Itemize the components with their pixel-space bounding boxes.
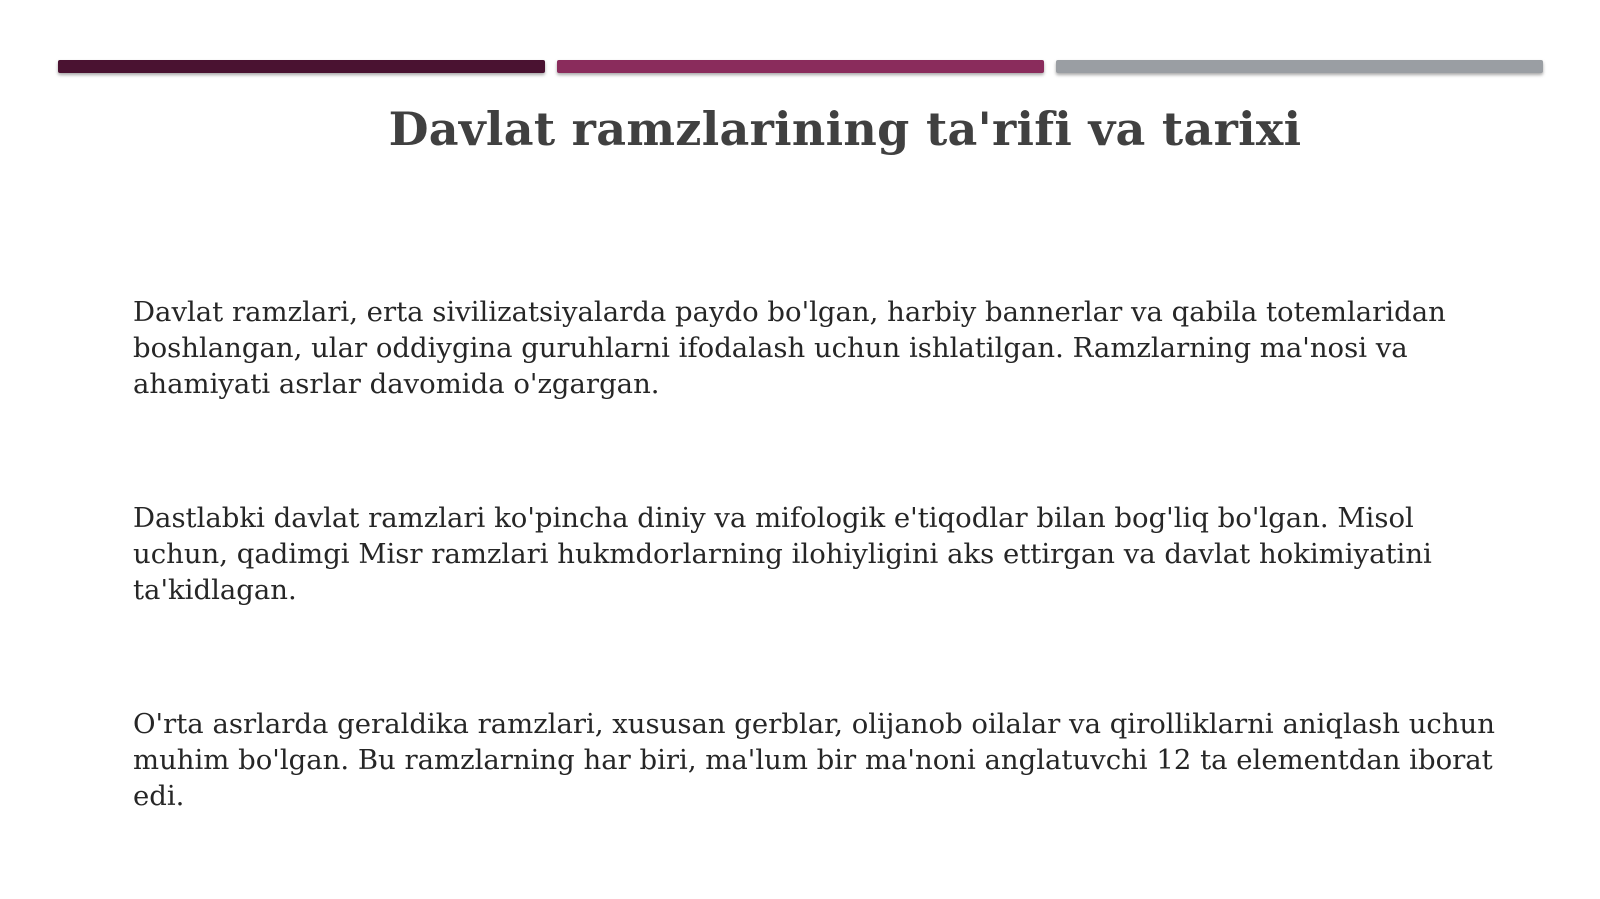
body-paragraph-1: Davlat ramzlari, erta sivilizatsiyalarda paydo bo'lgan, harbiy bannerlar va qabila totemlaridan boshlangan, ular oddiygina guruhlarni ifodalash uchun ishlatilgan. Ramzlarning ma'nosi va ahamiyati asrlar davomida o'zgargan. bbox=[133, 296, 1446, 400]
body-paragraph-2: Dastlabki davlat ramzlari ko'pincha diniy va mifologik e'tiqodlar bilan bog'liq bo'lgan. Misol uchun, qadimgi Misr ramzlari hukmdorlarning ilohiyligini aks ettirgan va davlat hokimiyatini ta'kidlagan. bbox=[133, 502, 1432, 606]
slide-title: Davlat ramzlarining ta'rifi va tarixi bbox=[388, 102, 1302, 156]
body-paragraph-3: O'rta asrlarda geraldika ramzlari, xususan gerblar, olijanob oilalar va qirolliklarni aniqlash uchun muhim bo'lgan. Bu ramzlarning har biri, ma'lum bir ma'noni anglatuvchi 12 ta elementdan iborat edi. bbox=[133, 708, 1495, 812]
accent-bar-gray bbox=[1056, 60, 1543, 73]
accent-bar-magenta bbox=[557, 60, 1044, 73]
accent-bar-dark bbox=[58, 60, 545, 73]
